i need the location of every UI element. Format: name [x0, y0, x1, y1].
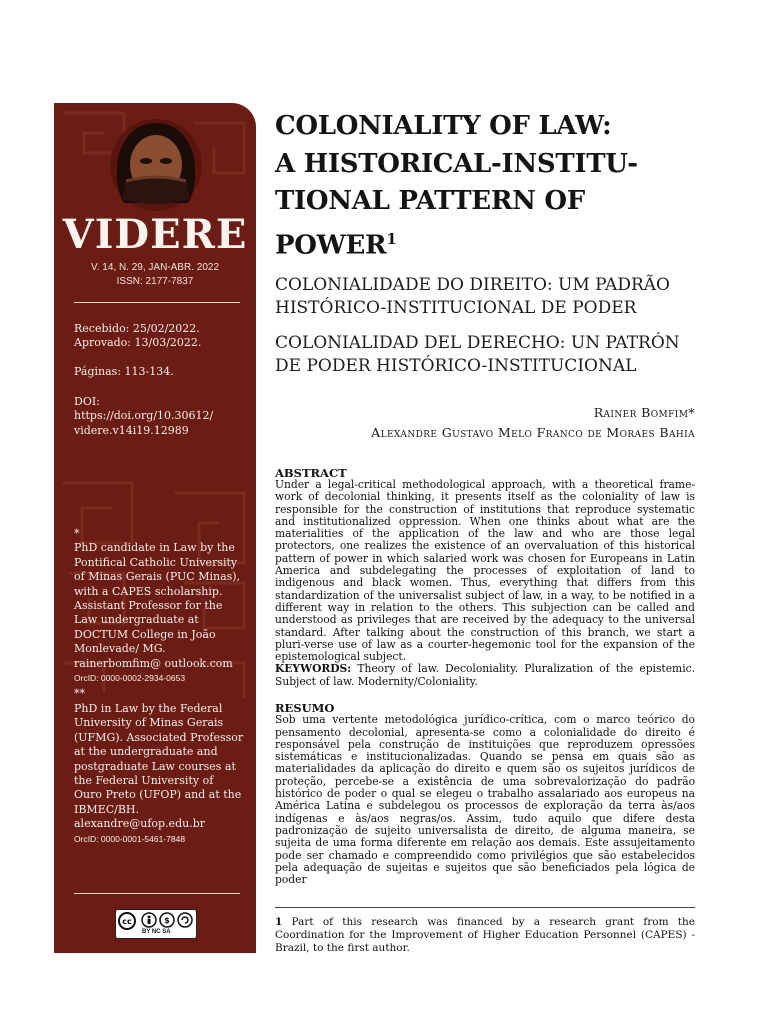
received-date: Recebido: 25/02/2022.	[74, 322, 200, 335]
doi-block	[74, 395, 244, 438]
doi-link-line2[interactable]: videre.v14i19.12989	[74, 423, 189, 437]
article-main	[275, 108, 695, 886]
keywords	[275, 663, 695, 688]
subtitle-pt-line-2: HISTÓRICO-INSTITUCIONAL DE PODER	[275, 297, 637, 318]
abstract-text: Under a legal-critical methodological approach, with a theoretical frame-work of decolonial thinking, it presents itself as the coloniality of law is responsible for the construction of institutions that reproduce systematic and institutionalized oppression. When one thinks about what are the materialities of the application of the law and who are those legal protectors, one realizes the existence of an overvaluation of this historical pattern of power in which salaried work was chosen for Europeans in Latin America and subdelegating the processes of exploitation of land to indigenous and black women. Thus, everything that differs from this standardization of the universalist subject of law, in a way, to be notified in a different way in relation to the others. This subjection can be called and understood as privileges that are received by the adequacy to the universal standard. After talking about the construction of this branch, we start a pluri-verse use of law as a courter-hegemonic tool for the expansion of the epistemological subject.	[275, 477, 695, 664]
author-note-1	[74, 527, 244, 846]
abstract-section	[275, 467, 695, 688]
title-line-2: A HISTORICAL-INSTITU-	[275, 148, 638, 179]
author-1: Rainer Bomfim*	[593, 404, 695, 420]
resumo-text: Sob uma vertente metodológica jurídico-crítica, com o marco teórico do pensamento decolonial, apresenta-se como a colonialidade do direito é responsável pela construção de instituições que reproduzem opressões sistemáticas e institucionalizadas. Quando se pensa em quais são as materialidades da aplicação do direito e quem são os sujeitos jurídicos de proteção, percebe-se a existência de uma sobrevalorização do padrão histórico de poder o qual se elegeu o trabalho assalariado aos europeus na América Latina e subdelegou os processos de exploração da terra às/aos indígenas e às/aos negras/os. Assim, tudo aquilo que difere desta padronização de sujeito universalista de direito, de alguma maneira, se sujeita de uma forma diferente em relação aos demais. Este assujeitamento pode ser chamado e compreendido como privilégios que são estabelecidos pela adequação de sujeitas e sujeitos que são beneficiados pela lógica de poder	[275, 713, 695, 887]
doi-link-line1[interactable]: https://doi.org/10.30612/	[74, 409, 214, 423]
dates-block	[74, 322, 244, 351]
note1-orcid: OrcID: 0000-0002-2934-0653	[74, 673, 186, 684]
note2-orcid: OrcID: 0000-0001-5461-7848	[74, 833, 186, 844]
subtitle-es-line-2: DE PODER HISTÓRICO-INSTITUCIONAL	[275, 355, 637, 376]
article-title	[275, 108, 695, 265]
note1-marker: *	[74, 527, 80, 540]
doi-label: DOI:	[74, 395, 100, 408]
portrait-illustration	[108, 117, 204, 213]
title-line-4: POWER	[275, 230, 387, 261]
keywords-label: KEYWORDS:	[275, 662, 352, 676]
keywords-text: Theory of law. Decoloniality. Pluralization of the epistemic. Subject of law. Modernity/Coloniality.	[275, 662, 695, 688]
subtitle-pt-line-1: COLONIALIDADE DO DIREITO: UM PADRÃO	[275, 274, 670, 295]
note2-text: PhD in Law by the Federal University of Minas Gerais (UFMG). Associated Professor at the undergraduate and postgraduate Law courses at the Federal University of Ouro Preto (UFOP) and at the IBMEC/BH. alexandre@ufop.edu.br	[74, 701, 244, 831]
resumo-heading: RESUMO	[275, 701, 335, 715]
title-line-3: TIONAL PATTERN OF	[275, 186, 585, 216]
issue-info: V. 14, N. 29, JAN-ABR. 2022	[90, 262, 220, 273]
abstract-heading: ABSTRACT	[275, 465, 347, 480]
title-footnote-mark[interactable]: 1	[386, 229, 397, 248]
note2-marker: **	[74, 687, 85, 701]
journal-logo: VIDERE	[62, 211, 248, 258]
creative-commons-license-badge[interactable]	[115, 909, 197, 939]
divider	[74, 893, 240, 894]
resumo-section	[275, 702, 695, 886]
note1-text: PhD candidate in Law by the Pontifical Catholic University of Minas Gerais (PUC Minas), with a CAPES scholarship. Assistant Professor for the Law undergraduate at DOCTUM College in João Monlevade/ MG. rainerbomfim@ outlook.com	[74, 541, 241, 670]
svg-text:cc: cc	[122, 917, 132, 926]
subtitle-spanish	[275, 332, 695, 378]
pages-text: Páginas: 113-134.	[74, 365, 174, 378]
journal-sidebar	[54, 103, 256, 953]
footnote-mark: 1	[275, 916, 283, 928]
subtitle-es-line-1: COLONIALIDAD DEL DERECHO: UN PATRÓN	[275, 332, 680, 353]
pages-info	[74, 365, 244, 379]
title-line-1: COLONIALITY OF LAW:	[275, 111, 612, 141]
license-text: BY NC SA	[142, 929, 171, 935]
issn: ISSN: 2177-7837	[116, 276, 194, 287]
author-2: Alexandre Gustavo Melo Franco de Moraes Bahia	[371, 424, 695, 440]
svg-text:$: $	[164, 916, 170, 925]
divider	[74, 302, 240, 303]
footnote	[275, 916, 695, 955]
subtitle-portuguese	[275, 274, 695, 320]
authors	[275, 403, 695, 443]
footnote-divider	[275, 907, 695, 908]
approved-date: Aprovado: 13/03/2022.	[74, 336, 202, 350]
cc-icons	[116, 910, 196, 930]
footnote-text: Part of this research was financed by a research grant from the Coordination for the Improvement of Higher Education Personnel (CAPES) - Brazil, to the first author.	[275, 916, 695, 954]
